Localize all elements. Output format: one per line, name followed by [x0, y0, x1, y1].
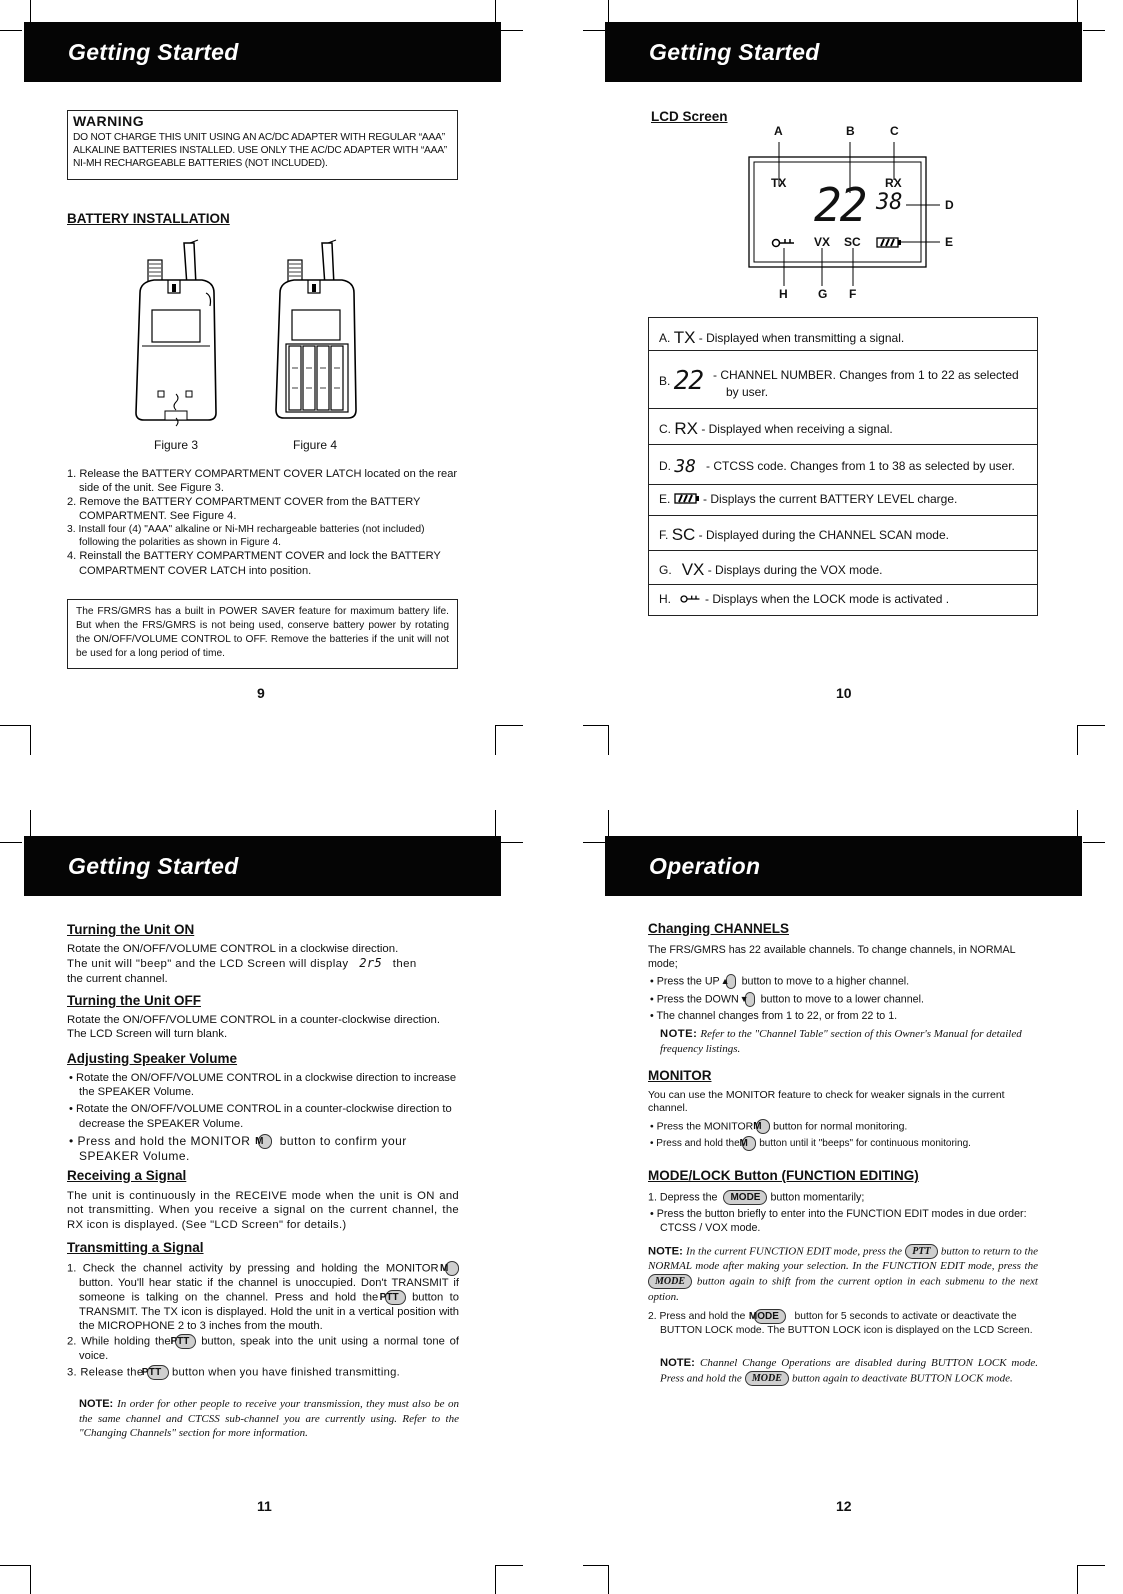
channels-note [660, 1027, 1040, 1056]
tx-step-1-a: 1. Check the channel activity by pressing and holding the MONITOR [67, 1262, 439, 1275]
monitor-bullet-2-b: button until it "beeps" for continuous monitoring. [759, 1137, 971, 1149]
battery-step-1: 1. Release the BATTERY COMPARTMENT COVER LATCH located on the rear side of the unit. See Figure 3. [67, 468, 458, 495]
tx-step-3 [67, 1365, 459, 1380]
monitor-button-icon: M [756, 1119, 770, 1134]
up-arrow-button-icon: ▲ [726, 974, 736, 989]
volume-bullet-1: • Rotate the ON/OFF/VOLUME CONTROL in a clockwise direction to increase the SPEAKER Volume. [69, 1072, 457, 1099]
legend-letter: C. [659, 422, 671, 436]
tx-step-2-b: button, speak into the unit using a normal tone of voice. [79, 1335, 460, 1362]
lcd-legend-table [648, 317, 1038, 616]
legend-symbol-sc: SC [671, 525, 696, 544]
turning-on-text [67, 942, 459, 986]
monitor-bullet-2: • Press and hold the M button until it "beeps" for continuous monitoring. [650, 1137, 971, 1149]
ptt-button-icon: PTT [905, 1244, 937, 1259]
legend-text: - CHANNEL NUMBER. Changes from 1 to 22 as selected by user. [713, 368, 1019, 399]
note-label: NOTE: [79, 1398, 114, 1410]
page9-title: Getting Started [68, 39, 239, 65]
callout-f: F [849, 287, 857, 301]
tx-step-2-a: 2. While holding the [67, 1335, 171, 1348]
volume-bullet-3-text-b: button to confirm your SPEAKER Volume. [79, 1133, 407, 1164]
monitor-bullet-1-a: Press the MONITOR [656, 1119, 754, 1132]
channels-bullet-down: • Press the DOWN ▼ button to move to a lower channel. [650, 993, 924, 1006]
volume-bullet-3-text-a: Press and hold the MONITOR [77, 1133, 251, 1148]
mode-button-icon: MODE [648, 1274, 692, 1289]
note-label: NOTE: [660, 1028, 698, 1040]
channels-bullet-down-a: Press the DOWN [656, 993, 739, 1006]
power-saver-box: The FRS/GMRS has a built in POWER SAVER feature for maximum battery life. But when the FRS/GMRS is not being used, conserve battery power by rotating the ON/OFF/VOLUME CONTROL to OFF. Remove the batteries if the unit will not be used for a long period of time. [67, 599, 458, 669]
monitor-bullet-1: • Press the MONITOR M button for normal monitoring. [650, 1119, 908, 1132]
legend-letter: A. [659, 331, 671, 345]
legend-letter: B. [659, 374, 671, 388]
volume-bullet-2: • Rotate the ON/OFF/VOLUME CONTROL in a counter-clockwise direction to decrease the SPEAKER Volume. [69, 1103, 452, 1130]
note-label: NOTE: [648, 1245, 683, 1258]
mode-button-icon: MODE [754, 1309, 786, 1324]
page11-header [24, 836, 501, 896]
receiving-heading: Receiving a Signal [67, 1168, 187, 1183]
turning-on-heading: Turning the Unit ON [67, 922, 195, 937]
legend-letter: D. [659, 459, 671, 473]
turning-on-line3: the current channel. [67, 972, 168, 985]
legend-row-d [649, 445, 1037, 485]
channels-bullet-down-b: button to move to a lower channel. [760, 993, 924, 1006]
legend-text: - Displays when the LOCK mode is activated . [705, 592, 950, 606]
legend-text: - Displayed when transmitting a signal. [698, 331, 905, 345]
legend-symbol-tx: TX [673, 328, 696, 347]
transmitting-steps [67, 1261, 459, 1380]
note-label: NOTE: [660, 1357, 695, 1369]
page10-header [605, 22, 1082, 82]
lcd-sc-label: SC [844, 235, 861, 249]
lcd-ctcss-digits: 38 [876, 190, 903, 215]
warning-box [67, 110, 458, 180]
channels-bullet-up-b: button to move to a higher channel. [741, 975, 910, 988]
tx-step-1 [67, 1261, 459, 1334]
tx-step-1-c: button to TRANSMIT. The TX icon is displayed. Hold the unit in a vertical position with the MICROPHONE 2 to 3 inches from the mouth. [79, 1291, 459, 1333]
warning-text: DO NOT CHARGE THIS UNIT USING AN AC/DC ADAPTER WITH REGULAR “AAA” ALKALINE BATTERIES INSTALLED. USE ONLY THE AC/DC ADAPTER WITH “AAA” NI-MH RECHARGEABLE BATTERIES (NOT INCLUDED). [73, 131, 448, 169]
mode-lock-step-1-a: 1. Depress the [648, 1191, 718, 1204]
volume-bullet-2-text: Rotate the ON/OFF/VOLUME CONTROL in a counter-clockwise direction to decrease the SPEAKER Volume. [76, 1103, 452, 1130]
monitor-text [648, 1089, 1038, 1151]
legend-battery-icon [674, 493, 700, 504]
mode-lock-text [648, 1190, 1038, 1235]
ptt-button-icon: PTT [385, 1290, 406, 1305]
tx-step-2 [67, 1334, 459, 1363]
monitor-intro: You can use the MONITOR feature to check for weaker signals in the current channel. [648, 1089, 1005, 1115]
page11-title: Getting Started [68, 853, 239, 879]
transmitting-heading: Transmitting a Signal [67, 1240, 204, 1255]
legend-text: - Displays during the VOX mode. [707, 563, 883, 577]
turning-off-text: Rotate the ON/OFF/VOLUME CONTROL in a counter-clockwise direction. The LCD Screen will turn blank. [67, 1014, 441, 1041]
legend-letter: H. [659, 592, 671, 606]
monitor-button-icon: M [445, 1261, 459, 1276]
legend-lock-icon [678, 593, 702, 605]
channels-intro: The FRS/GMRS has 22 available channels. To change channels, in NORMAL mode; [648, 944, 1016, 970]
monitor-heading: MONITOR [648, 1068, 712, 1083]
lcd-rx-label: RX [885, 176, 902, 190]
speaker-volume-heading: Adjusting Speaker Volume [67, 1051, 238, 1066]
warning-title: WARNING [73, 113, 145, 129]
tx-step-3-b: button when you have finished transmitting. [172, 1366, 401, 1379]
mode-lock-step-2-a: 2. Press and hold the [648, 1311, 746, 1323]
lcd-tx-label: TX [771, 176, 787, 190]
note-text-c: button again to shift from the current option in each submenu to the next option. [648, 1275, 1038, 1303]
battery-installation-heading: BATTERY INSTALLATION [67, 211, 230, 226]
figure3-caption: Figure 3 [154, 438, 199, 452]
lcd-screen-heading: LCD Screen [651, 109, 728, 124]
lcd-channel-digits: 22 [814, 178, 866, 232]
channels-bullet-range: • The channel changes from 1 to 22, or from 22 to 1. [650, 1010, 898, 1023]
legend-row-a [649, 318, 1037, 351]
down-arrow-button-icon: ▼ [745, 992, 755, 1007]
note-text-b: button again to deactivate BUTTON LOCK mode. [792, 1372, 1013, 1385]
monitor-button-icon: M [258, 1134, 272, 1149]
callout-a: A [774, 124, 783, 138]
legend-letter: F. [659, 528, 669, 542]
legend-row-f [649, 516, 1037, 551]
page10-title: Getting Started [649, 39, 820, 65]
legend-row-e [649, 485, 1037, 516]
callout-d: D [945, 198, 954, 212]
page12-title: Operation [649, 853, 761, 879]
battery-step-3: 3. Install four (4) "AAA" alkaline or Ni-MH rechargeable batteries (not included) following the polarities as shown in Figure 4. [67, 524, 425, 549]
channels-bullet-up: • Press the UP ▲ button to move to a higher channel. [650, 975, 910, 988]
channels-bullet-up-a: Press the UP [656, 975, 720, 988]
legend-row-g [649, 551, 1037, 585]
figure4-caption: Figure 4 [293, 438, 338, 452]
legend-text: - Displayed when receiving a signal. [701, 422, 893, 436]
tx-step-3-a: 3. Release the [67, 1366, 144, 1379]
mode-lock-note [648, 1244, 1038, 1304]
legend-row-b [649, 351, 1037, 409]
callout-e: E [945, 235, 954, 249]
transmitting-note [79, 1397, 459, 1441]
changing-channels-text [648, 944, 1038, 1024]
legend-symbol-channel: 22 [673, 366, 703, 396]
volume-bullet-1-text: Rotate the ON/OFF/VOLUME CONTROL in a clockwise direction to increase the SPEAKER Volume. [76, 1072, 457, 1099]
monitor-bullet-2-a: Press and hold the [656, 1137, 740, 1149]
page12-number: 12 [836, 1498, 852, 1514]
turning-on-line2a: The unit will "beep" and the LCD Screen will display [67, 958, 349, 971]
legend-symbol-vx: VX [681, 560, 705, 579]
button-lock-note [660, 1356, 1038, 1386]
mode-lock-step-2 [648, 1309, 1038, 1337]
mode-lock-step-1 [648, 1190, 1038, 1205]
callout-h: H [779, 287, 788, 301]
callout-c: C [890, 124, 899, 138]
tx-step-1-b: button. You'll hear static if the channel is unoccupied. Don't TRANSMIT if someone is talking on the channel. Press and hold the [79, 1277, 459, 1304]
page9-number: 9 [257, 685, 265, 701]
battery-step-4: 4. Reinstall the BATTERY COMPARTMENT COVER and lock the BATTERY COMPARTMENT COVER LATCH into position. [67, 550, 441, 577]
figure3-radio-illustration [132, 238, 228, 428]
page10-number: 10 [836, 685, 852, 701]
legend-text: - Displays the current BATTERY LEVEL charge. [703, 492, 958, 506]
receiving-text: The unit is continuously in the RECEIVE mode when the unit is ON and not transmitting. When you receive a signal on the current channel, the RX icon is displayed. (See "LCD Screen" for details.) [67, 1190, 459, 1231]
lcd-battery-icon [876, 237, 902, 248]
mode-button-icon: MODE [745, 1371, 789, 1386]
channels-bullet-range-text: The channel changes from 1 to 22, or from 22 to 1. [656, 1010, 898, 1023]
monitor-button-icon: M [742, 1136, 756, 1151]
note-text-a: Channel Change Operations are disabled during BUTTON LOCK mode. Press and hold the [660, 1357, 1039, 1385]
mode-lock-step-1-b: button momentarily; [770, 1191, 865, 1204]
mode-lock-bullet: • Press the button briefly to enter into the FUNCTION EDIT modes in due order: CTCSS / VOX mode. [650, 1208, 1027, 1234]
page9-header [24, 22, 501, 82]
monitor-bullet-1-b: button for normal monitoring. [773, 1119, 908, 1132]
turning-on-line1: Rotate the ON/OFF/VOLUME CONTROL in a clockwise direction. [67, 943, 399, 955]
turning-on-line2 [67, 956, 459, 971]
speaker-volume-list [67, 1071, 459, 1164]
volume-bullet-3: • Press and hold the MONITOR M button to confirm your SPEAKER Volume. [69, 1133, 407, 1164]
mode-lock-step-2-b: button for 5 seconds to activate or deactivate the BUTTON LOCK mode. The BUTTON LOCK icon is displayed on the LCD Screen. [660, 1311, 1033, 1336]
turning-on-line2b: then [392, 958, 417, 971]
legend-symbol-rx: RX [674, 419, 698, 438]
page11-number: 11 [257, 1498, 272, 1514]
turning-off-heading: Turning the Unit OFF [67, 993, 201, 1008]
ptt-button-icon: PTT [147, 1365, 169, 1380]
mode-lock-bullet-text: Press the button briefly to enter into the FUNCTION EDIT modes in due order: CTCSS / VOX mode. [656, 1208, 1027, 1234]
figure4-radio-batteries-illustration [272, 238, 368, 424]
legend-symbol-ctcss: 38 [674, 456, 697, 477]
mode-lock-heading: MODE/LOCK Button (FUNCTION EDITING) [648, 1168, 919, 1183]
ptt-button-icon: PTT [175, 1334, 196, 1349]
note-text-b: button to return to the NORMAL mode after making your selection. In the FUNCTION EDIT mode, press the [648, 1245, 1038, 1273]
changing-channels-heading: Changing CHANNELS [648, 921, 789, 936]
callout-g: G [818, 287, 828, 301]
legend-letter: E. [659, 492, 671, 506]
startup-display-code: 2r5 [359, 956, 383, 971]
note-text-a: In the current FUNCTION EDIT mode, press the [686, 1245, 903, 1258]
lcd-vx-label: VX [814, 235, 831, 249]
battery-steps [67, 467, 459, 578]
callout-b: B [846, 124, 855, 138]
lcd-lock-icon [770, 236, 796, 250]
battery-step-2: 2. Remove the BATTERY COMPARTMENT COVER from the BATTERY COMPARTMENT. See Figure 4. [67, 496, 421, 523]
legend-text: - Displayed during the CHANNEL SCAN mode. [698, 528, 949, 542]
mode-button-icon: MODE [723, 1190, 767, 1205]
legend-letter: G. [659, 563, 672, 577]
legend-row-h [649, 585, 1037, 616]
note-text: Refer to the "Channel Table" section of this Owner's Manual for detailed frequency listings. [660, 1028, 1022, 1055]
note-text: In order for other people to receive your transmission, they must also be on the same channel and CTCSS sub-channel you are currently using. Refer to the "Changing Channels" section for more information. [79, 1398, 459, 1440]
page12-header [605, 836, 1082, 896]
legend-row-c [649, 409, 1037, 445]
legend-text: - CTCSS code. Changes from 1 to 38 as selected by user. [706, 459, 1015, 473]
